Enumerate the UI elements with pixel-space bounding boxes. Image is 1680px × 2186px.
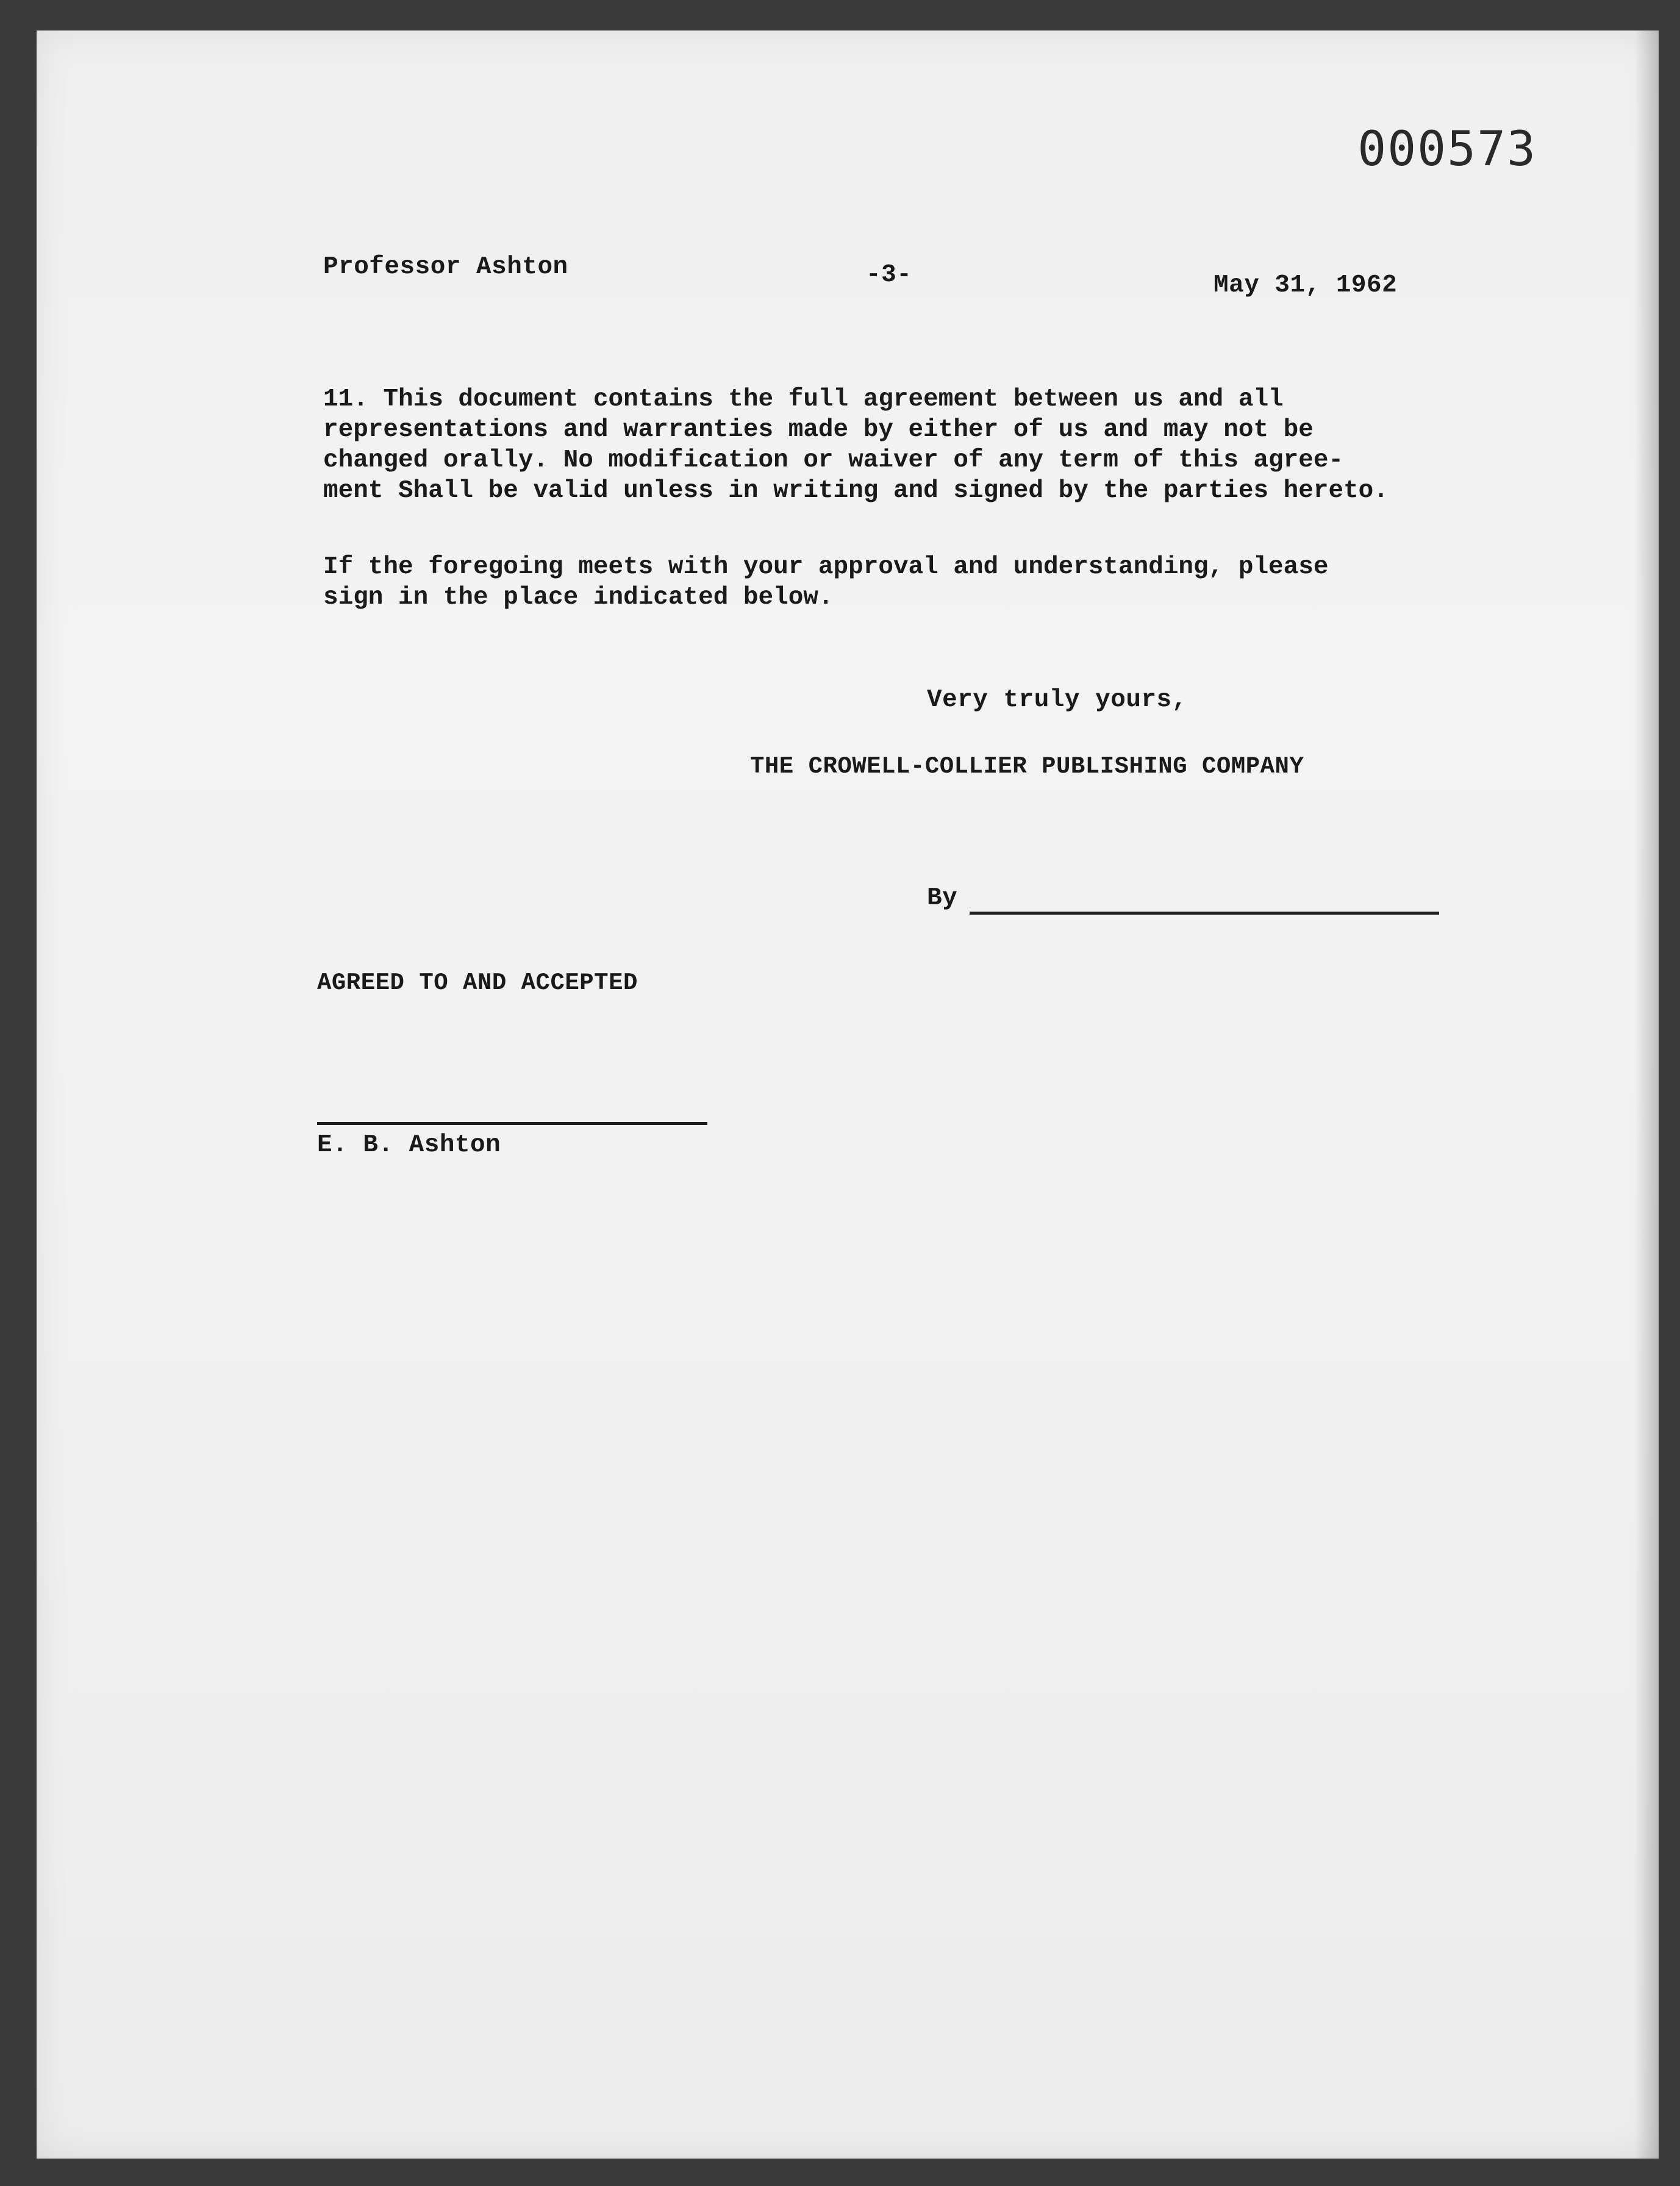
signatory-name: E. B. Ashton [317, 1131, 501, 1159]
paragraph-approval-line: sign in the place indicated below. [323, 584, 834, 612]
header-recipient: Professor Ashton [323, 253, 568, 281]
paragraph-11-line: changed orally. No modification or waiver of any term of this agree- [323, 446, 1344, 474]
paragraph-approval-line: If the foregoing meets with your approval and understanding, please [323, 553, 1329, 581]
company-signature-line [970, 912, 1439, 915]
paragraph-11-line: ment Shall be valid unless in writing and signed by the parties hereto. [323, 477, 1389, 505]
paragraph-approval [323, 552, 1328, 613]
agreed-label: AGREED TO AND ACCEPTED [317, 970, 638, 996]
paragraph-11-line: 11. This document contains the full agreement between us and all [323, 385, 1284, 413]
company-name: THE CROWELL-COLLIER PUBLISHING COMPANY [750, 753, 1304, 780]
document-number: 000573 [1357, 122, 1537, 177]
header-date: May 31, 1962 [1214, 271, 1398, 299]
header-page-marker: -3- [866, 261, 912, 289]
by-label: By [927, 884, 958, 912]
closing-salutation: Very truly yours, [927, 686, 1187, 714]
recipient-signature-line [317, 1122, 707, 1125]
paper-sheet [37, 30, 1659, 2159]
paragraph-11 [323, 384, 1389, 506]
paragraph-11-line: representations and warranties made by either of us and may not be [323, 416, 1314, 444]
